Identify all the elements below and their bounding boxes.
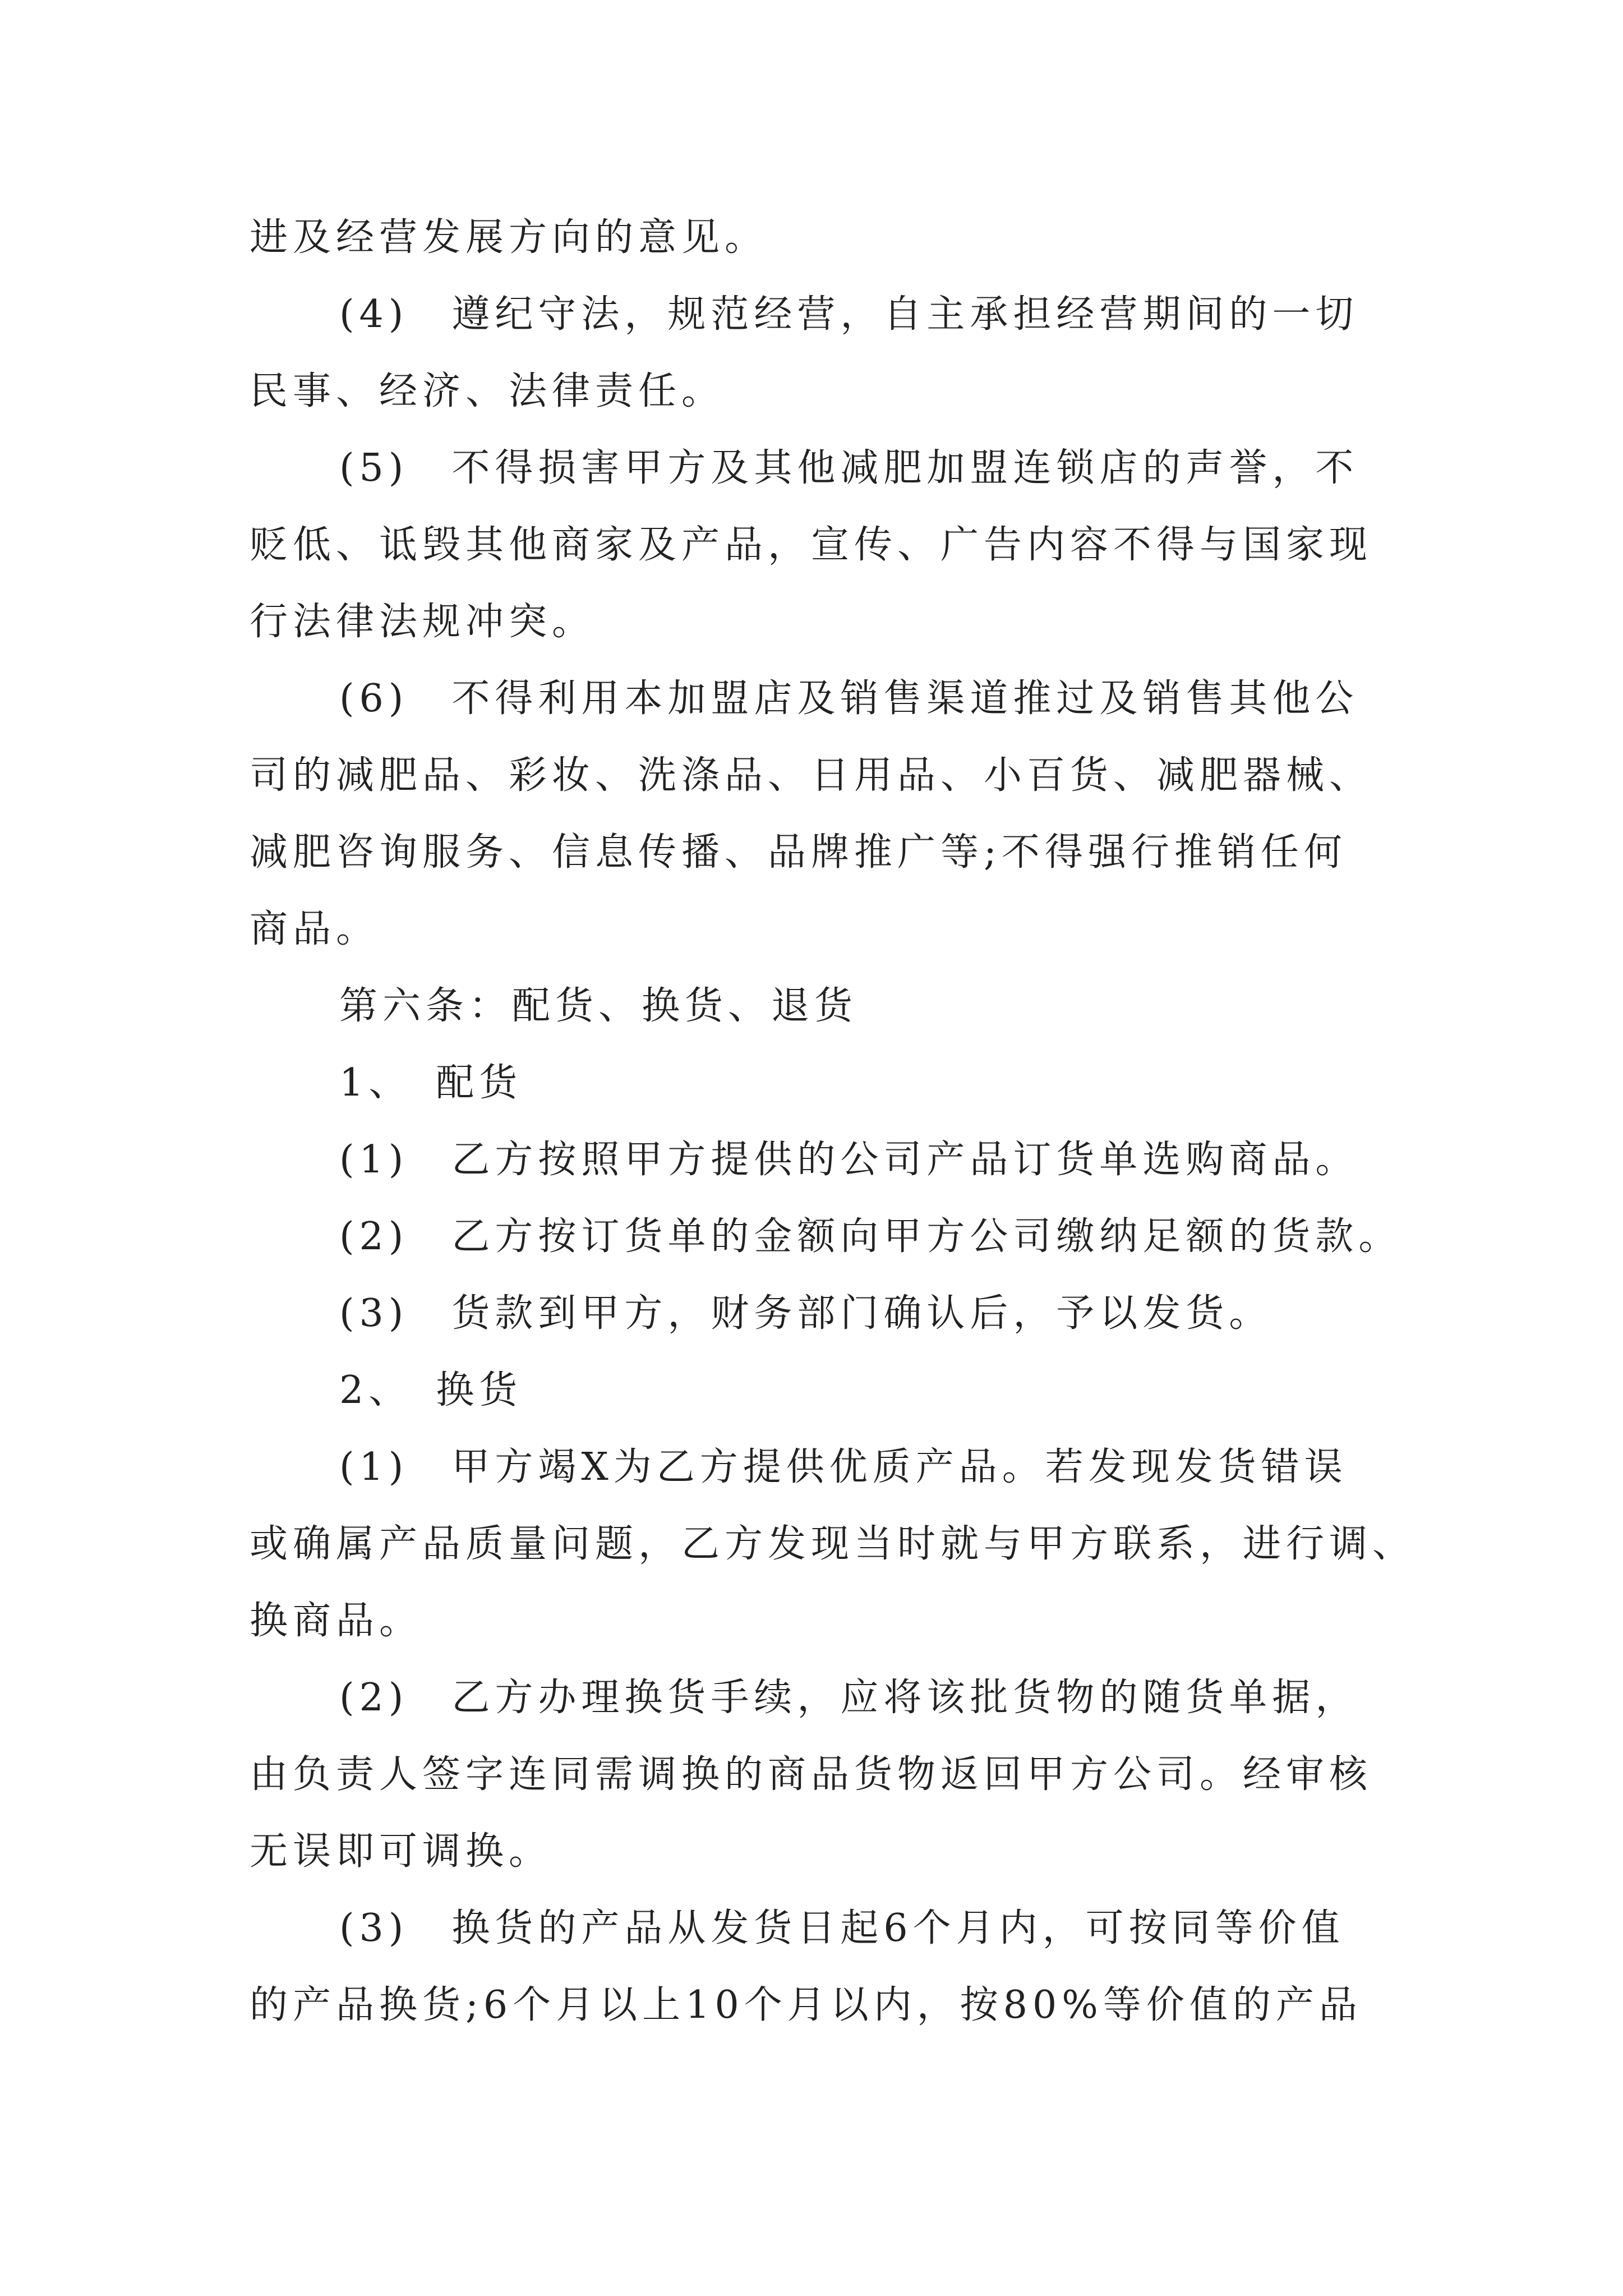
text-line: 无误即可调换。	[250, 1829, 552, 1874]
text-line: (3) 换货的产品从发货日起6个月内，可按同等价值	[339, 1906, 1345, 1950]
text-line: 司的减肥品、彩妆、洗涤品、日用品、小百货、减肥器械、	[250, 753, 1373, 798]
text-line: 进及经营发展方向的意见。	[250, 215, 768, 260]
text-line: (2) 乙方按订货单的金额向甲方公司缴纳足额的货款。	[339, 1214, 1402, 1259]
text-line: (3) 货款到甲方，财务部门确认后，予以发货。	[339, 1291, 1272, 1336]
text-line: 或确属产品质量问题，乙方发现当时就与甲方联系，进行调、	[250, 1522, 1416, 1566]
text-line: (6) 不得利用本加盟店及销售渠道推过及销售其他公	[339, 677, 1359, 721]
text-line: 减肥咨询服务、信息传播、品牌推广等;不得强行推销任何	[250, 830, 1347, 875]
text-line: 贬低、诋毁其他商家及产品，宣传、广告内容不得与国家现	[250, 523, 1373, 567]
text-line: (4) 遵纪守法，规范经营，自主承担经营期间的一切	[339, 292, 1359, 337]
text-line: 由负责人签字连同需调换的商品货物返回甲方公司。经审核	[250, 1752, 1373, 1797]
text-line: (1) 甲方竭X为乙方提供优质产品。若发现发货错误	[339, 1445, 1348, 1489]
document-body	[250, 199, 1416, 2044]
text-line: 行法律法规冲突。	[250, 600, 596, 644]
text-line: (2) 乙方办理换货手续，应将该批货物的随货单据，	[339, 1676, 1359, 1720]
text-line: (1) 乙方按照甲方提供的公司产品订货单选购商品。	[339, 1138, 1359, 1182]
subsection-heading: 2、 换货	[339, 1368, 523, 1412]
subsection-heading: 1、 配货	[339, 1061, 523, 1105]
text-line: (5) 不得损害甲方及其他减肥加盟连锁店的声誉，不	[339, 446, 1359, 490]
text-line: 民事、经济、法律责任。	[250, 369, 725, 413]
section-heading: 第六条：配货、换货、退货	[339, 984, 858, 1028]
text-line: 换商品。	[250, 1599, 423, 1643]
text-line: 的产品换货;6个月以上10个月以内，按80%等价值的产品	[250, 1983, 1362, 2027]
text-line: 商品。	[250, 907, 380, 951]
